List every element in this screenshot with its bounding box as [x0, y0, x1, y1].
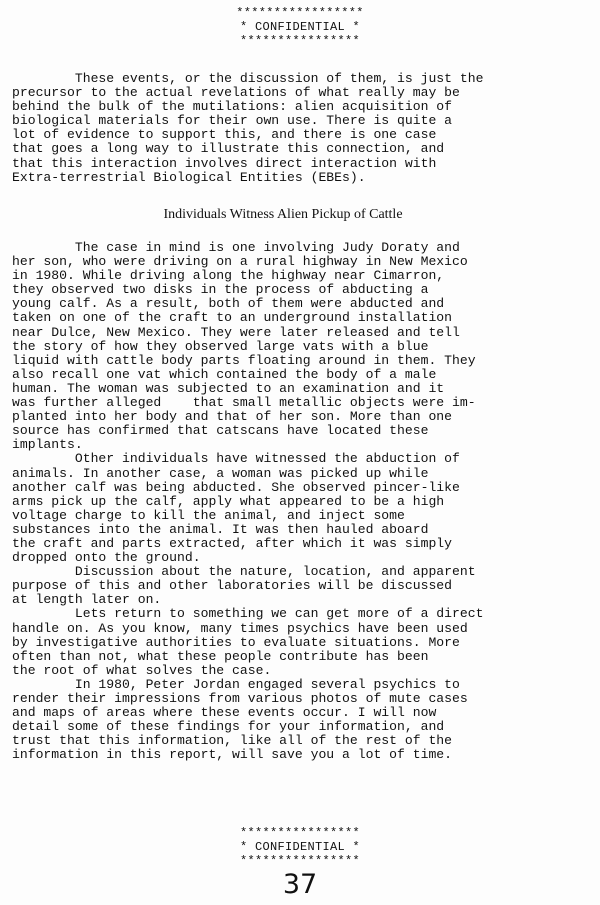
intro-line: Extra-terrestrial Biological Entities (EBEs). — [12, 169, 366, 185]
intro-paragraph — [12, 72, 577, 185]
section-heading: Individuals Witness Alien Pickup of Cattle — [163, 207, 403, 222]
body-line: implants. — [12, 437, 83, 453]
body-line: near Dulce, New Mexico. They were later released and tell — [12, 324, 460, 340]
body-line: taken on one of the craft to an underground installation — [12, 310, 453, 326]
body-line: The case in mind is one involving Judy Doraty and — [12, 240, 460, 255]
body-line: young calf. As a result, both of them were abducted and — [12, 296, 445, 312]
intro-line: lot of evidence to support this, and there is one case — [12, 127, 437, 143]
body-line: human. The woman was subjected to an examination and it — [12, 380, 445, 396]
body-line: planted into her body and that of her son. More than one — [12, 409, 453, 425]
header-label: * CONFIDENTIAL * — [239, 20, 361, 34]
header-stars-top: ***************** — [236, 6, 364, 20]
body-line: arms pick up the calf, apply what appeared to be a high — [12, 493, 445, 509]
body-text — [12, 241, 577, 762]
page-number: 37 — [282, 869, 318, 900]
intro-line: that goes a long way to illustrate this connection, and — [12, 141, 445, 157]
body-line: detail some of these findings for your information, and — [12, 719, 445, 735]
body-line: the story of how they observed large vats with a blue — [12, 338, 429, 354]
body-line: was further alleged that small metallic objects were im- — [12, 395, 476, 411]
body-line: In 1980, Peter Jordan engaged several psychics to — [12, 676, 460, 692]
body-line: source has confirmed that catscans have located these — [12, 423, 429, 439]
body-line: the root of what solves the case. — [12, 662, 272, 678]
intro-line: behind the bulk of the mutilations: alien acquisition of — [12, 99, 453, 115]
body-line: information in this report, will save you a lot of time. — [12, 747, 453, 763]
body-line: in 1980. While driving along the highway near Cimarron, — [12, 268, 445, 284]
intro-line: that this interaction involves direct interaction with — [12, 155, 437, 171]
body-line: also recall one vat which contained the body of a male — [12, 366, 437, 382]
body-line: and maps of areas where these events occur. I will now — [12, 705, 437, 721]
body-line: often than not, what these people contribute has been — [12, 648, 429, 664]
intro-line: precursor to the actual revelations of what really may be — [12, 85, 460, 101]
body-line: the craft and parts extracted, after which it was simply — [12, 535, 453, 551]
body-line: liquid with cattle body parts floating around in them. They — [12, 352, 476, 368]
body-line: trust that this information, like all of the rest of the — [12, 733, 453, 749]
body-line: Other individuals have witnessed the abduction of — [12, 451, 460, 467]
body-line: another calf was being abducted. She observed pincer-like — [12, 479, 460, 495]
body-line: by investigative authorities to evaluate situations. More — [12, 634, 460, 650]
intro-line: These events, or the discussion of them, is just the — [12, 71, 484, 86]
body-line: Discussion about the nature, location, and apparent — [12, 564, 476, 580]
body-line: voltage charge to kill the animal, and inject some — [12, 507, 405, 523]
body-line: render their impressions from various photos of mute cases — [12, 691, 468, 706]
body-line: Lets return to something we can get more of a direct — [12, 606, 484, 622]
body-line: they observed two disks in the process of abducting a — [12, 282, 429, 298]
header-stars-bottom: **************** — [239, 34, 361, 48]
body-line: her son, who were driving on a rural highway in New Mexico — [12, 254, 468, 270]
body-line: substances into the animal. It was then hauled aboard — [12, 521, 429, 537]
body-line: handle on. As you know, many times psychics have been used — [12, 620, 468, 636]
confidential-header — [0, 6, 600, 48]
intro-line: biological materials for their own use. There is quite a — [12, 113, 453, 129]
footer-stars-bottom: **************** — [239, 854, 361, 868]
confidential-footer — [0, 826, 600, 868]
footer-label: * CONFIDENTIAL * — [239, 840, 361, 854]
body-line: at length later on. — [12, 592, 162, 608]
footer-stars-top: **************** — [239, 826, 361, 840]
body-line: animals. In another case, a woman was picked up while — [12, 465, 429, 481]
body-line: purpose of this and other laboratories will be discussed — [12, 578, 453, 594]
body-line: dropped onto the ground. — [12, 550, 201, 566]
